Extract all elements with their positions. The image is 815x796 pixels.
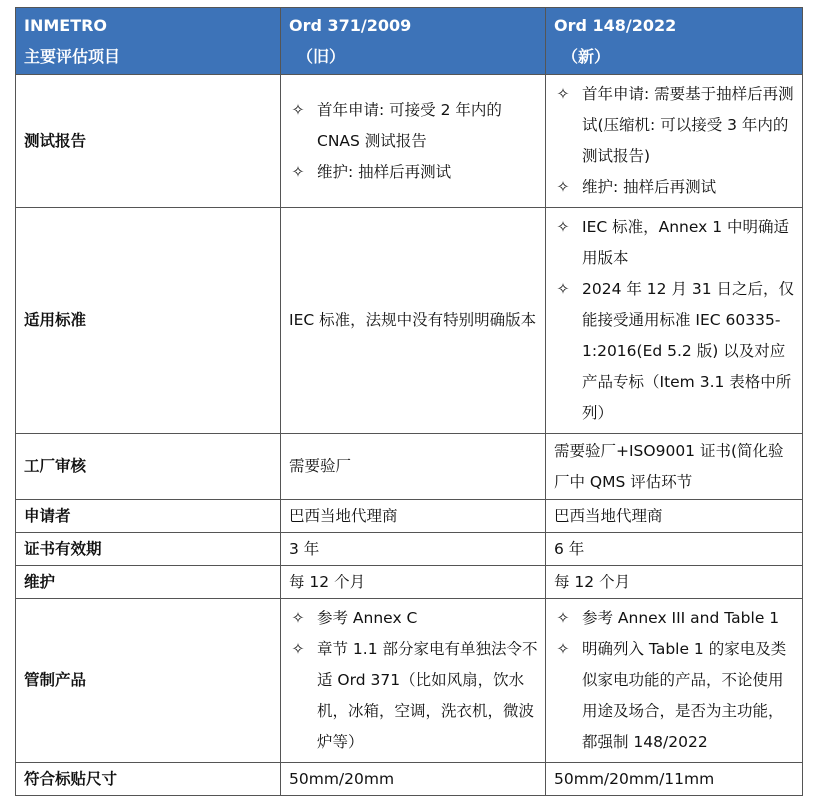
header-old-subtitle: （旧） <box>297 47 346 66</box>
bullet-text: 维护: 抽样后再测试 <box>317 162 452 181</box>
row-label: 工厂审核 <box>16 434 281 500</box>
header-row <box>16 8 803 75</box>
new-cell <box>546 75 803 208</box>
bullet-text: 首年申请: 需要基于抽样后再测试(压缩机: 可以接受 3 年内的测试报告) <box>582 85 794 165</box>
row-label: 管制产品 <box>16 599 281 763</box>
row-applicant <box>16 500 803 533</box>
row-factory-audit <box>16 434 803 500</box>
bullet-text: 参考 Annex III and Table 1 <box>582 609 780 627</box>
row-label: 适用标准 <box>16 208 281 434</box>
bullet-text: 明确列入 Table 1 的家电及类似家电功能的产品，不论使用用途及场合，是否为主功能，都强制 148/2022 <box>582 640 787 751</box>
bullet-item <box>552 634 798 758</box>
header-item-subtitle: 主要评估项目 <box>24 47 121 66</box>
header-old-regulation <box>281 8 546 75</box>
new-cell <box>546 208 803 434</box>
header-item <box>16 8 281 75</box>
sparkle-bullet-icon: ✧ <box>556 218 570 236</box>
old-cell: 每 12 个月 <box>281 566 546 599</box>
row-test-report <box>16 75 803 208</box>
bullet-item <box>552 274 798 429</box>
sparkle-bullet-icon: ✧ <box>556 85 570 103</box>
bullet-item <box>552 212 798 274</box>
row-regulated-products <box>16 599 803 763</box>
comparison-table <box>15 7 803 796</box>
header-new-subtitle: （新） <box>562 47 611 66</box>
old-cell <box>281 599 546 763</box>
bullet-item <box>287 603 541 634</box>
row-maintenance <box>16 566 803 599</box>
row-label-size <box>16 763 803 796</box>
old-cell: 3 年 <box>281 533 546 566</box>
bullet-text: 参考 Annex C <box>317 609 418 627</box>
bullet-item <box>287 95 541 157</box>
header-new-title: Ord 148/2022 <box>554 16 677 35</box>
sparkle-bullet-icon: ✧ <box>556 640 570 658</box>
row-label: 符合标贴尺寸 <box>16 763 281 796</box>
header-new-regulation <box>546 8 803 75</box>
bullet-text: 章节 1.1 部分家电有单独法令不适 Ord 371（比如风扇，饮水机，冰箱，空调，洗衣机，微波炉等） <box>317 640 538 751</box>
row-label: 测试报告 <box>16 75 281 208</box>
old-cell: 50mm/20mm <box>281 763 546 796</box>
row-validity <box>16 533 803 566</box>
sparkle-bullet-icon: ✧ <box>291 162 305 181</box>
bullet-item <box>287 634 541 758</box>
bullet-item <box>552 79 798 172</box>
new-cell: 需要验厂+ISO9001 证书(简化验厂中 QMS 评估环节 <box>546 434 803 500</box>
row-label: 证书有效期 <box>16 533 281 566</box>
sparkle-bullet-icon: ✧ <box>556 609 570 627</box>
bullet-item <box>552 603 798 634</box>
old-cell: 巴西当地代理商 <box>281 500 546 533</box>
sparkle-bullet-icon: ✧ <box>291 100 305 119</box>
new-cell: 每 12 个月 <box>546 566 803 599</box>
old-cell: IEC 标准，法规中没有特别明确版本 <box>281 208 546 434</box>
new-cell: 巴西当地代理商 <box>546 500 803 533</box>
bullet-text: IEC 标准，Annex 1 中明确适用版本 <box>582 218 790 267</box>
old-cell: 需要验厂 <box>281 434 546 500</box>
bullet-text: 2024 年 12 月 31 日之后，仅能接受通用标准 IEC 60335-1:2016(Ed 5.2 版) 以及对应产品专标（Item 3.1 表格中所列） <box>582 280 795 422</box>
row-label: 维护 <box>16 566 281 599</box>
header-item-title: INMETRO <box>24 16 108 35</box>
old-cell <box>281 75 546 208</box>
sparkle-bullet-icon: ✧ <box>291 609 305 627</box>
header-old-title: Ord 371/2009 <box>289 16 412 35</box>
sparkle-bullet-icon: ✧ <box>556 178 570 196</box>
bullet-item <box>552 172 798 203</box>
bullet-text: 首年申请: 可接受 2 年内的 CNAS 测试报告 <box>317 100 502 150</box>
sparkle-bullet-icon: ✧ <box>556 280 570 298</box>
bullet-item <box>287 157 541 188</box>
row-label: 申请者 <box>16 500 281 533</box>
new-cell: 6 年 <box>546 533 803 566</box>
new-cell <box>546 599 803 763</box>
row-standard <box>16 208 803 434</box>
bullet-text: 维护: 抽样后再测试 <box>582 178 717 196</box>
new-cell: 50mm/20mm/11mm <box>546 763 803 796</box>
sparkle-bullet-icon: ✧ <box>291 640 305 658</box>
